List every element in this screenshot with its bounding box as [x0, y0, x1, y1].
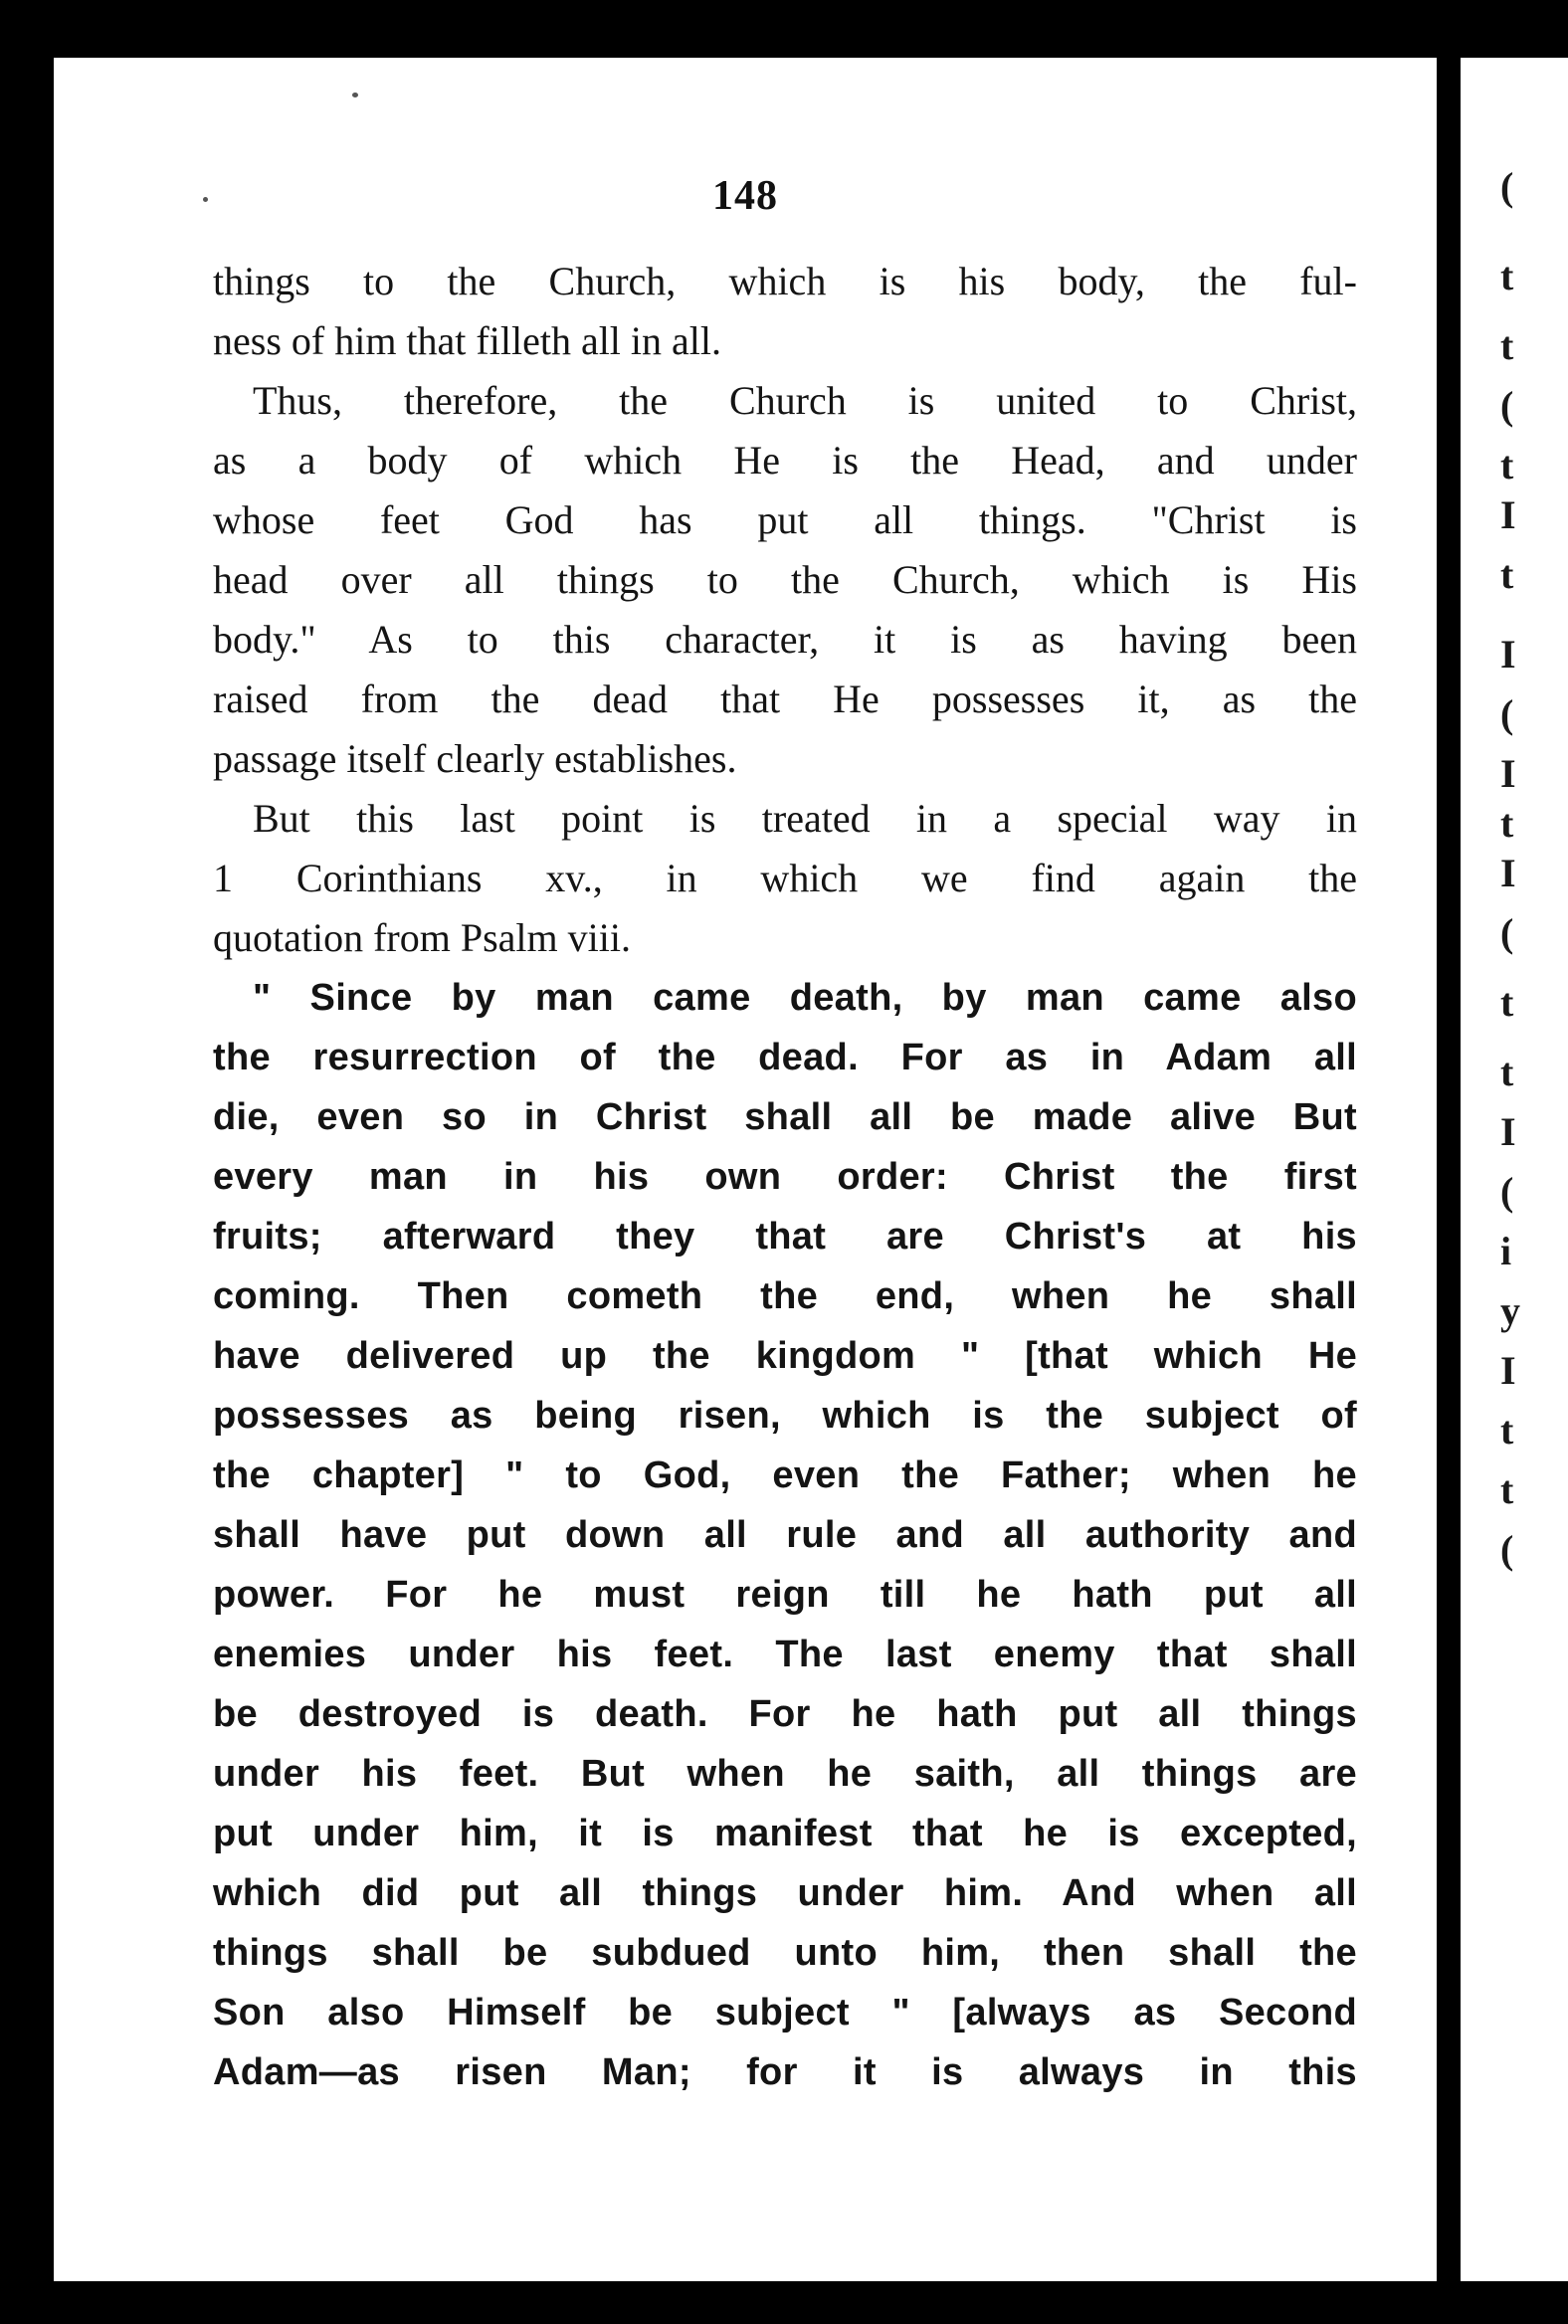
- adjacent-page-fragment: (: [1500, 910, 1514, 955]
- text-line: put under him, it is manifest that he is excepted,: [213, 1813, 1357, 1854]
- adjacent-page-fragment: (: [1500, 383, 1514, 428]
- text-line: ness of him that filleth all in all.: [213, 318, 722, 363]
- paragraphs-upper: [213, 252, 1357, 968]
- adjacent-page-fragment: (: [1500, 1169, 1514, 1214]
- text-line: possesses as being risen, which is the subject of: [213, 1395, 1357, 1437]
- adjacent-page-fragment: t: [1500, 1408, 1514, 1452]
- text-line: " Since by man came death, by man came also: [253, 977, 1357, 1019]
- adjacent-page-fragment: t: [1500, 801, 1514, 846]
- text-line: things shall be subdued unto him, then shall the: [213, 1932, 1357, 1974]
- text-line: raised from the dead that He possesses it, as the: [213, 677, 1357, 721]
- text-line: have delivered up the kingdom " [that which He: [213, 1335, 1357, 1377]
- adjacent-page-fragment: I: [1500, 632, 1516, 677]
- text-line: under his feet. But when he saith, all things are: [213, 1753, 1357, 1795]
- text-line: the chapter] " to God, even the Father; when he: [213, 1454, 1357, 1496]
- text-line: Son also Himself be subject " [always as Second: [213, 1992, 1357, 2034]
- text-line: every man in his own order: Christ the first: [213, 1156, 1357, 1198]
- book-page: [54, 58, 1437, 2281]
- adjacent-page-fragment: t: [1500, 254, 1514, 298]
- text-line: things to the Church, which is his body, the ful-: [213, 259, 1357, 303]
- text-line: Adam—as risen Man; for it is always in this: [213, 2051, 1357, 2093]
- text-line: quotation from Psalm viii.: [213, 915, 631, 960]
- adjacent-page-fragment: t: [1500, 980, 1514, 1025]
- scripture-quotation: [213, 968, 1357, 2102]
- page-text: [213, 252, 1357, 2102]
- adjacent-page-fragment: y: [1500, 1288, 1520, 1333]
- text-line: the resurrection of the dead. For as in Adam all: [213, 1037, 1357, 1078]
- adjacent-page-fragment: (: [1500, 1527, 1514, 1572]
- adjacent-page-fragment: t: [1500, 1050, 1514, 1094]
- page-number: 148: [712, 173, 778, 219]
- text-line: head over all things to the Church, which is His: [213, 557, 1357, 602]
- adjacent-page-fragment: t: [1500, 552, 1514, 597]
- text-line: be destroyed is death. For he hath put all things: [213, 1693, 1357, 1735]
- adjacent-page-fragment: I: [1500, 1348, 1516, 1393]
- text-line: power. For he must reign till he hath put all: [213, 1574, 1357, 1616]
- text-line: 1 Corinthians xv., in which we find again the: [213, 856, 1357, 900]
- adjacent-page-edge: [1461, 58, 1568, 2281]
- adjacent-page-fragment: I: [1500, 751, 1516, 796]
- adjacent-page-fragment: t: [1500, 1467, 1514, 1512]
- text-line: shall have put down all rule and all authority and: [213, 1514, 1357, 1556]
- text-line: Thus, therefore, the Church is united to Christ,: [253, 378, 1357, 423]
- adjacent-page-fragment: i: [1500, 1229, 1512, 1273]
- text-line: whose feet God has put all things. "Christ is: [213, 497, 1357, 542]
- print-speck: [352, 93, 358, 97]
- adjacent-page-fragment: t: [1500, 323, 1514, 368]
- adjacent-page-fragment: I: [1500, 851, 1516, 895]
- text-line: body." As to this character, it is as having been: [213, 617, 1357, 662]
- text-line: coming. Then cometh the end, when he shall: [213, 1275, 1357, 1317]
- adjacent-page-fragment: I: [1500, 492, 1516, 537]
- text-line: fruits; afterward they that are Christ's at his: [213, 1216, 1357, 1258]
- adjacent-page-fragment: (: [1500, 691, 1514, 736]
- text-line: enemies under his feet. The last enemy that shall: [213, 1634, 1357, 1675]
- adjacent-page-fragment: t: [1500, 443, 1514, 487]
- text-line: which did put all things under him. And when all: [213, 1872, 1357, 1914]
- adjacent-page-fragment: I: [1500, 1109, 1516, 1154]
- text-line: But this last point is treated in a special way in: [253, 796, 1357, 841]
- text-line: as a body of which He is the Head, and under: [213, 438, 1357, 483]
- text-line: passage itself clearly establishes.: [213, 736, 737, 781]
- print-speck: [203, 197, 208, 202]
- text-line: die, even so in Christ shall all be made alive But: [213, 1096, 1357, 1138]
- adjacent-page-fragment: (: [1500, 164, 1514, 209]
